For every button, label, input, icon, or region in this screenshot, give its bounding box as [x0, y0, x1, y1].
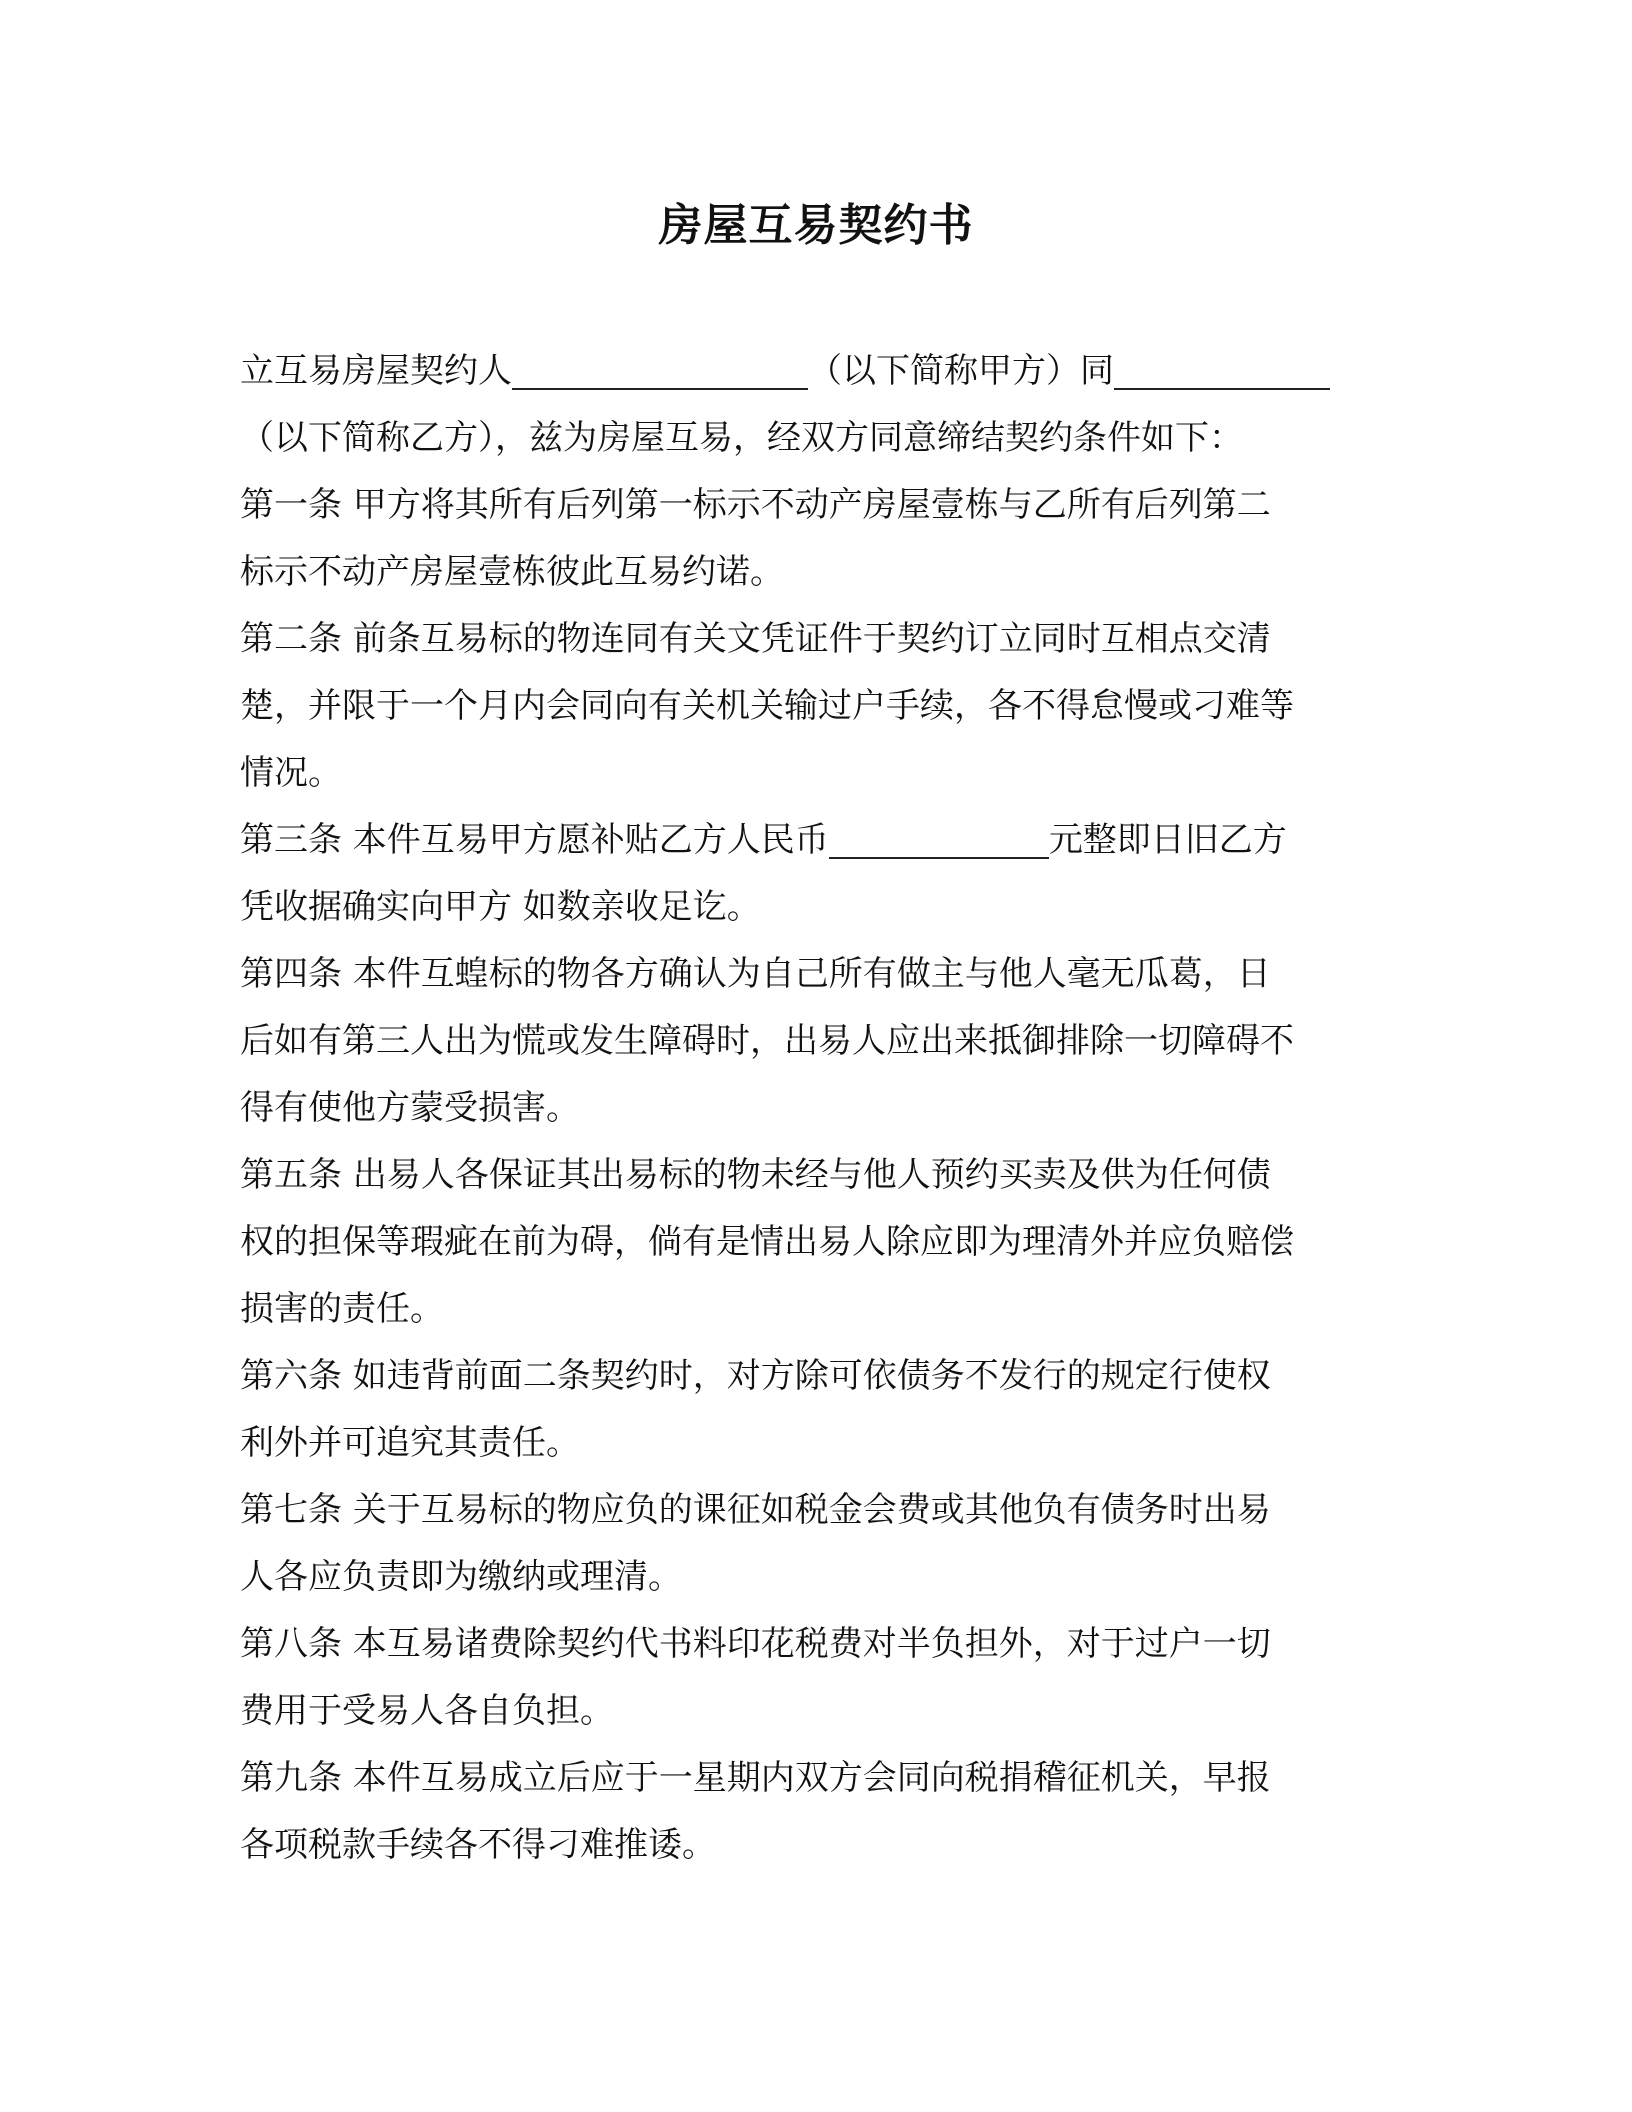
article-6-line: 第六条 如违背前面二条契约时，对方除可依债务不发行的规定行使权	[240, 1356, 1271, 1396]
article-6-line: 利外并可追究其责任。	[240, 1423, 580, 1463]
article-1-line: 第一条 甲方将其所有后列第一标示不动产房屋壹栋与乙所有后列第二	[240, 485, 1271, 525]
article-4-line: 得有使他方蒙受损害。	[240, 1088, 580, 1128]
article-7-line: 人各应负责即为缴纳或理清。	[240, 1557, 682, 1597]
article-5-line: 权的担保等瑕疵在前为碍，倘有是情出易人除应即为理清外并应负赔偿	[240, 1222, 1294, 1262]
article-3-text: 元整即日旧乙方	[1048, 820, 1287, 860]
article-3-line: 凭收据确实向甲方 如数亲收足讫。	[240, 887, 761, 927]
article-4-line: 后如有第三人出为慌或发生障碍时，出易人应出来抵御排除一切障碍不	[240, 1021, 1294, 1061]
document-title: 房屋互易契约书	[658, 200, 974, 251]
intro-line-1	[240, 338, 1390, 405]
article-7-line: 第七条 关于互易标的物应负的课征如税金会费或其他负有债务时出易	[240, 1490, 1271, 1530]
article-8-line: 第八条 本互易诸费除契约代书料印花税费对半负担外，对于过户一切	[240, 1624, 1271, 1664]
intro-text: （以下简称甲方）同	[808, 351, 1114, 391]
article-5-line: 损害的责任。	[240, 1289, 444, 1329]
article-3-line	[240, 807, 1390, 874]
article-3-text: 第三条 本件互易甲方愿补贴乙方人民币	[240, 820, 829, 860]
article-1-line: 标示不动产房屋壹栋彼此互易约诺。	[240, 552, 784, 592]
article-2-line: 情况。	[240, 753, 342, 793]
party-b-name-blank	[1114, 348, 1330, 390]
article-8-line: 费用于受易人各自负担。	[240, 1691, 614, 1731]
article-5-line: 第五条 出易人各保证其出易标的物未经与他人预约买卖及供为任何债	[240, 1155, 1271, 1195]
intro-line-2: （以下简称乙方），兹为房屋互易，经双方同意缔结契约条件如下：	[240, 418, 1243, 458]
article-2-line: 第二条 前条互易标的物连同有关文凭证件于契约订立同时互相点交清	[240, 619, 1271, 659]
amount-blank	[829, 817, 1049, 859]
article-9-line: 第九条 本件互易成立后应于一星期内双方会同向税捐稽征机关，早报	[240, 1758, 1271, 1798]
article-9-line: 各项税款手续各不得刁难推诿。	[240, 1825, 716, 1865]
article-2-line: 楚，并限于一个月内会同向有关机关输过户手续，各不得怠慢或刁难等	[240, 686, 1294, 726]
document-body	[240, 338, 1390, 1879]
intro-text: 立互易房屋契约人	[240, 351, 512, 391]
article-4-line: 第四条 本件互蝗标的物各方确认为自己所有做主与他人毫无瓜葛，日	[240, 954, 1271, 994]
party-a-name-blank	[512, 348, 808, 390]
